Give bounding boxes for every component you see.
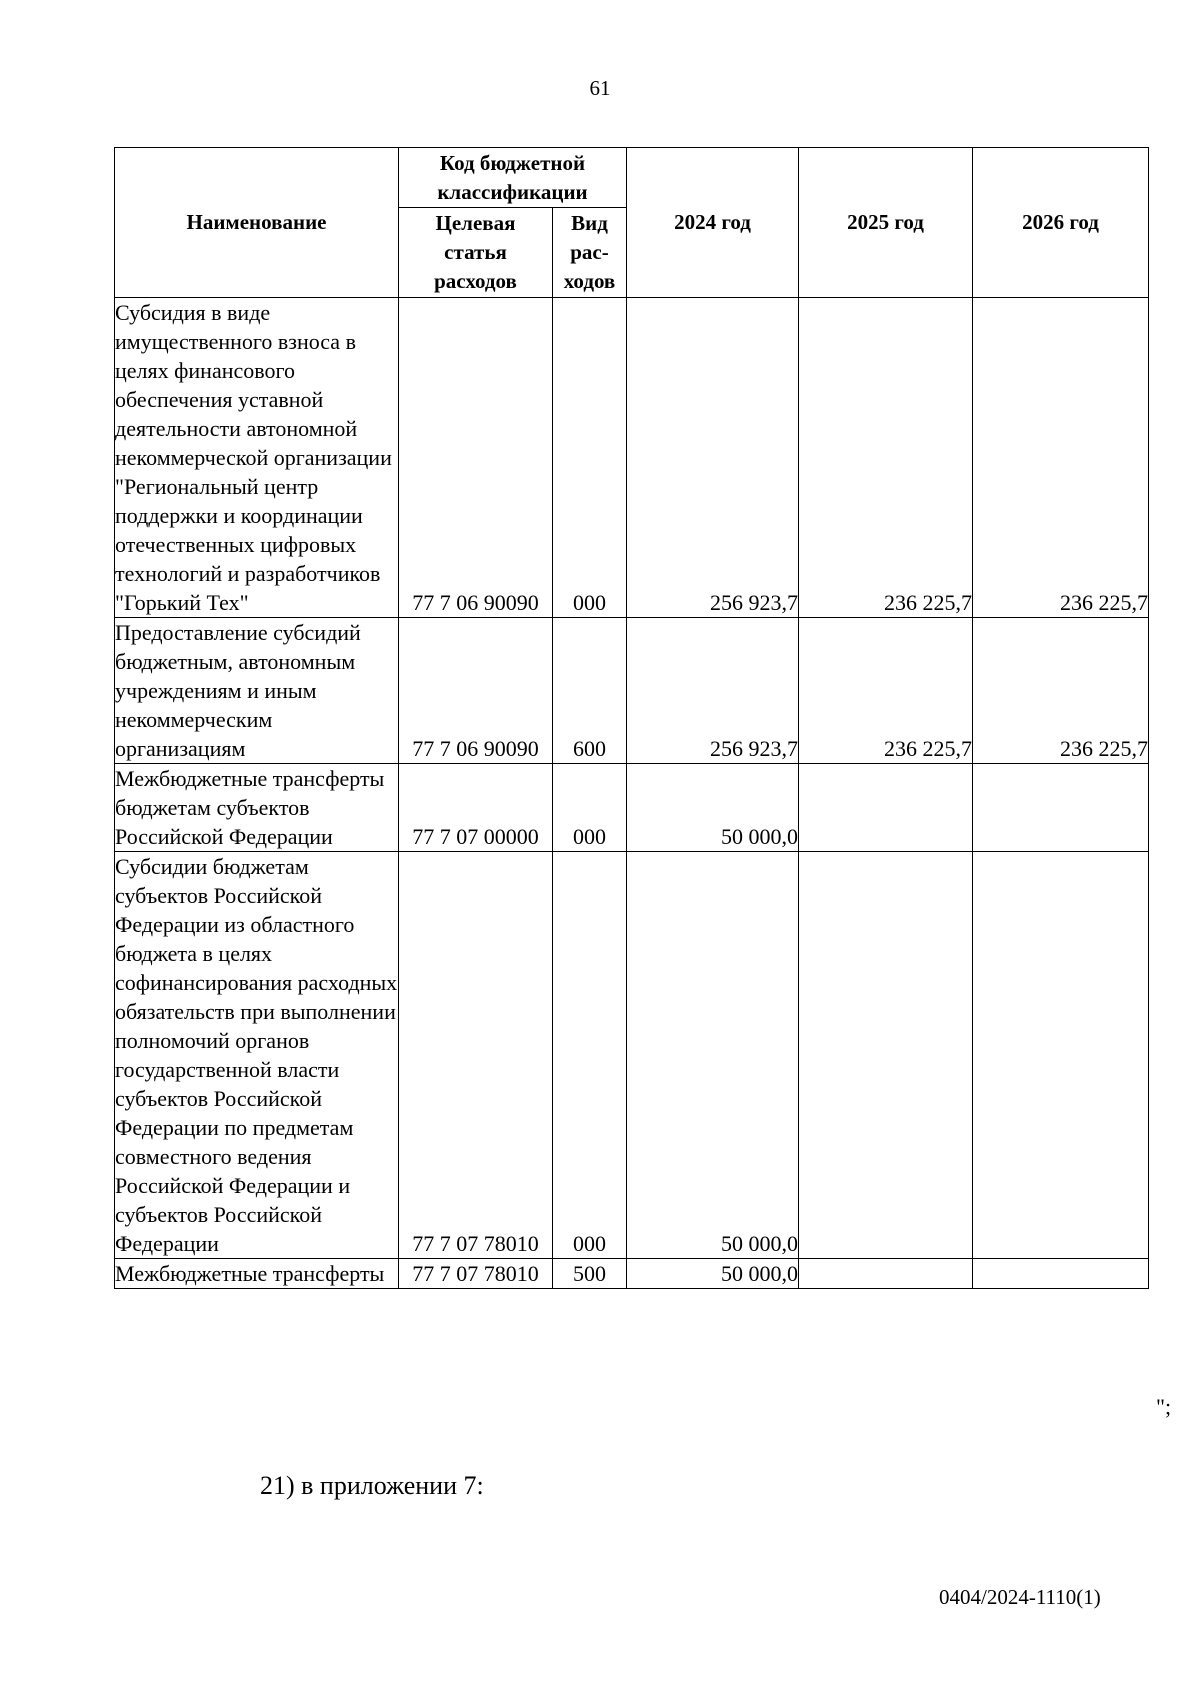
row-value-2025: 236 225,7 bbox=[799, 298, 973, 618]
row-name: Межбюджетные трансферты бюджетам субъектов Российской Федерации bbox=[115, 764, 399, 852]
row-value-2026: 236 225,7 bbox=[973, 618, 1149, 764]
header-2024: 2024 год bbox=[627, 148, 799, 298]
row-name: Субсидия в виде имущественного взноса в целях финансового обеспечения уставной деятельности автономной некоммерческой организации "Региональный центр поддержки и координации отечественных цифровых технологий и разработчиков "Горький Тех" bbox=[115, 298, 399, 618]
item-21-text: 21) в приложении 7: bbox=[260, 1471, 484, 1500]
row-value-2024: 50 000,0 bbox=[627, 764, 799, 852]
row-value-2026 bbox=[973, 764, 1149, 852]
document-id: 0404/2024-1110(1) bbox=[939, 1585, 1101, 1609]
header-2026: 2026 год bbox=[973, 148, 1149, 298]
row-value-2025 bbox=[799, 1259, 973, 1289]
row-target-code: 77 7 06 90090 bbox=[399, 298, 553, 618]
row-expense-type: 500 bbox=[553, 1259, 627, 1289]
table-row bbox=[115, 764, 1149, 852]
row-name: Субсидии бюджетам субъектов Российской Федерации из областного бюджета в целях софинансирования расходных обязательств при выполнении полномочий органов государственной власти субъектов Российской Федерации по предметам совместного ведения Российской Федерации и субъектов Российской Федерации bbox=[115, 852, 399, 1259]
row-target-code: 77 7 06 90090 bbox=[399, 618, 553, 764]
row-name: Предоставление субсидий бюджетным, автономным учреждениям и иным некоммерческим организациям bbox=[115, 618, 399, 764]
row-expense-type: 000 bbox=[553, 852, 627, 1259]
row-value-2026 bbox=[973, 1259, 1149, 1289]
table-row bbox=[115, 1259, 1149, 1289]
row-value-2026 bbox=[973, 852, 1149, 1259]
row-target-code: 77 7 07 78010 bbox=[399, 1259, 553, 1289]
header-name: Наименование bbox=[115, 148, 399, 298]
row-name: Межбюджетные трансферты bbox=[115, 1259, 399, 1289]
row-target-code: 77 7 07 78010 bbox=[399, 852, 553, 1259]
row-expense-type: 600 bbox=[553, 618, 627, 764]
row-value-2025 bbox=[799, 852, 973, 1259]
row-expense-type: 000 bbox=[553, 764, 627, 852]
row-value-2026: 236 225,7 bbox=[973, 298, 1149, 618]
row-target-code: 77 7 07 00000 bbox=[399, 764, 553, 852]
row-value-2025: 236 225,7 bbox=[799, 618, 973, 764]
row-value-2024: 50 000,0 bbox=[627, 852, 799, 1259]
header-code-group: Код бюджетной классификации bbox=[399, 148, 627, 208]
row-value-2024: 50 000,0 bbox=[627, 1259, 799, 1289]
table-row bbox=[115, 298, 1149, 618]
header-vid: Вид рас-ходов bbox=[553, 208, 627, 298]
row-value-2024: 256 923,7 bbox=[627, 618, 799, 764]
row-value-2025 bbox=[799, 764, 973, 852]
page-number: 61 bbox=[589, 76, 611, 100]
table-row bbox=[115, 852, 1149, 1259]
row-expense-type: 000 bbox=[553, 298, 627, 618]
closing-quote: "; bbox=[1156, 1394, 1172, 1419]
table-row bbox=[115, 618, 1149, 764]
row-value-2024: 256 923,7 bbox=[627, 298, 799, 618]
budget-table bbox=[114, 147, 1149, 1289]
header-2025: 2025 год bbox=[799, 148, 973, 298]
header-target: Целевая статья расходов bbox=[399, 208, 553, 298]
